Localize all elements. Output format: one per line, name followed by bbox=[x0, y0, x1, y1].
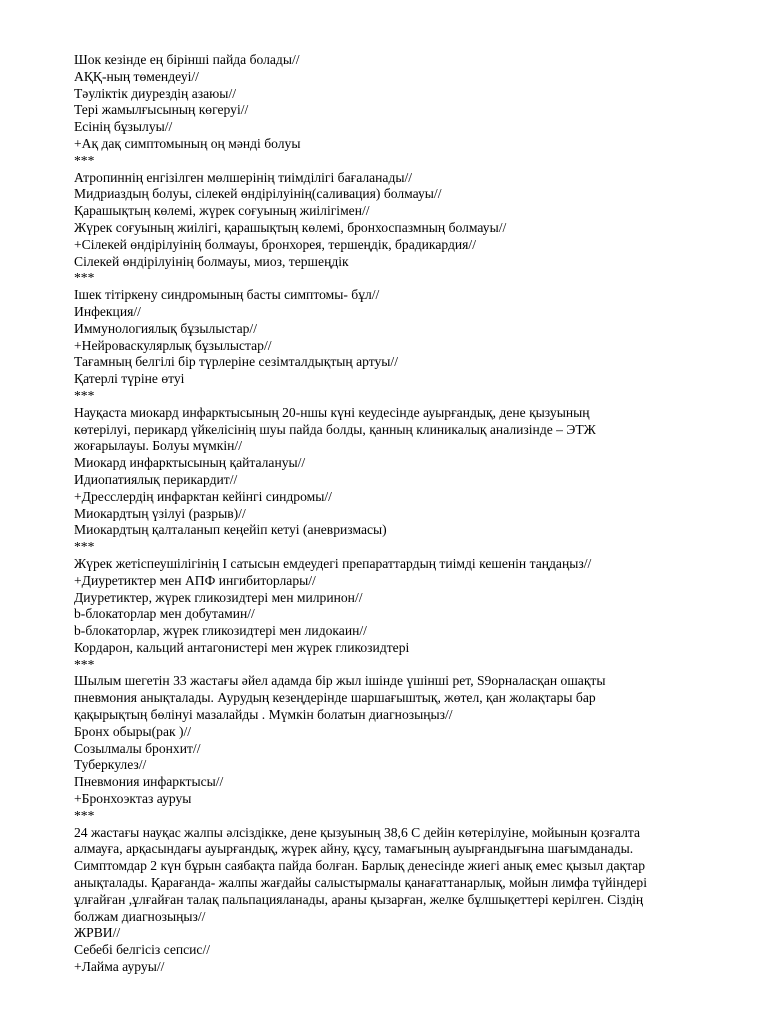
separator: *** bbox=[74, 152, 95, 168]
question-text-line: анықталады. Қарағанда- жалпы жағдайы салыстырмалы қанағаттанарлық, мойын лимфа түйіндері bbox=[74, 875, 647, 891]
question-text: Атропиннің енгізілген мөлшерінің тиімділігі бағаланады// bbox=[74, 169, 413, 185]
question-text-line: Шылым шегетін 33 жастағы әйел адамда бір жыл ішінде үшінші рет, S9орналасқан ошақты bbox=[74, 673, 606, 689]
answer-option: Миокард инфарктысының қайталануы// bbox=[74, 455, 306, 471]
correct-answer-option: +Нейроваскулярлық бұзылыстар// bbox=[74, 337, 272, 353]
answer-option: Инфекция// bbox=[74, 303, 141, 319]
question-text-line: ұлғайған ,ұлғайған талақ пальпацияланады, араны қызарған, желке бұлшықеттері керілген. Сіздің bbox=[74, 891, 644, 907]
question-block bbox=[74, 556, 714, 657]
question-text-line: 24 жастағы науқас жалпы әлсіздікке, дене қызуының 38,6 С дейін көтерілуіне, мойынын қозғалта bbox=[74, 824, 641, 840]
question-text: Шок кезінде ең бірінші пайда болады// bbox=[74, 52, 300, 67]
question-block bbox=[74, 673, 714, 807]
separator: *** bbox=[74, 270, 95, 286]
answer-option: Туберкулез// bbox=[74, 757, 147, 773]
correct-answer-option: +Дресслердің инфарктан кейінгі синдромы// bbox=[74, 488, 332, 504]
correct-answer-option: +Сілекей өндірілуінің болмауы, бронхорея, тершеңдік, брадикардия// bbox=[74, 236, 476, 252]
answer-option: Тері жамылғысының көгеруі// bbox=[74, 102, 249, 118]
correct-answer-option: +Ақ дақ симптомының оң мәнді болуы bbox=[74, 135, 301, 151]
answer-option: ЖРВИ// bbox=[74, 925, 121, 941]
question-block bbox=[74, 825, 714, 976]
question-text-line: қақырықтың бөлінуі мазалайды . Мүмкін болатын диагнозыңыз// bbox=[74, 707, 453, 723]
correct-answer-option: +Диуретиктер мен АПФ ингибиторлары// bbox=[74, 572, 316, 588]
answer-option: Бронх обыры(рак )// bbox=[74, 723, 192, 739]
question-text-line: пневмония анықталады. Аурудың кезеңдерінде шаршағыштық, жөтел, қан жолақтары бар bbox=[74, 690, 596, 706]
answer-option: Иммунологиялық бұзылыстар// bbox=[74, 320, 257, 336]
answer-option: Миокардтың қалталанып кеңейіп кетуі (аневризмасы) bbox=[74, 522, 387, 538]
correct-answer-option: +Лайма ауруы// bbox=[74, 959, 165, 975]
separator: *** bbox=[74, 539, 95, 555]
answer-option: Қарашықтың көлемі, жүрек соғуының жиілігімен// bbox=[74, 203, 370, 219]
question-block bbox=[74, 287, 714, 388]
answer-option: b-блокаторлар, жүрек гликозидтері мен лидокаин// bbox=[74, 623, 367, 639]
answer-option: Кордарон, кальций антагонистері мен жүрек гликозидтері bbox=[74, 639, 410, 655]
question-text-line: Науқаста миокард инфарктысының 20-ншы күні кеудесінде ауырғандық, дене қызуының bbox=[74, 404, 590, 420]
question-block bbox=[74, 52, 714, 153]
separator: *** bbox=[74, 656, 95, 672]
answer-option: АҚҚ-ның төмендеуі// bbox=[74, 68, 199, 84]
answer-option: Созылмалы бронхит// bbox=[74, 740, 201, 756]
question-text-line: Симптомдар 2 күн бұрын саябақта пайда болған. Барлық денесінде жиегі анық емес қызыл дақтар bbox=[74, 858, 646, 874]
answer-option: Пневмония инфарктысы// bbox=[74, 774, 224, 790]
answer-option: b-блокаторлар мен добутамин// bbox=[74, 606, 255, 622]
question-text: Жүрек жетіспеушілігінің І сатысын емдеудегі препараттардың тиімді кешенін таңдаңыз// bbox=[74, 555, 592, 571]
separator: *** bbox=[74, 387, 95, 403]
answer-option: Тағамның белгілі бір түрлеріне сезімталдықтың артуы// bbox=[74, 354, 398, 370]
question-text-line: алмауға, арқасындағы ауырғандық, жүрек айну, құсу, тамағының ауырғандығына шағымданады. bbox=[74, 841, 634, 857]
question-text: Ішек тітіркену синдромының басты симптомы- бұл// bbox=[74, 287, 380, 303]
answer-option: Себебі белгісіз сепсис// bbox=[74, 942, 211, 958]
answer-option: Тәуліктік диурездің азаюы// bbox=[74, 85, 236, 101]
question-block bbox=[74, 170, 714, 271]
correct-answer-option: +Бронхоэктаз ауруы bbox=[74, 791, 192, 807]
answer-option: Идиопатиялық перикардит// bbox=[74, 471, 238, 487]
question-text-line: көтерілуі, перикард үйкелісінің шуы пайда болды, қанның клиникалық анализінде – ЭТЖ bbox=[74, 421, 596, 437]
document-page bbox=[74, 52, 714, 976]
answer-option: Сілекей өндірілуінің болмауы, миоз, тершеңдік bbox=[74, 253, 349, 269]
answer-option: Жүрек соғуының жиілігі, қарашықтың көлемі, бронхоспазмның болмауы// bbox=[74, 219, 507, 235]
answer-option: Миокардтың үзілуі (разрыв)// bbox=[74, 505, 246, 521]
question-block bbox=[74, 405, 714, 539]
question-text-line: жоғарылауы. Болуы мүмкін// bbox=[74, 438, 242, 454]
answer-option: Мидриаздың болуы, сілекей өндірілуінің(саливация) болмауы// bbox=[74, 186, 442, 202]
question-text-line: болжам диагнозыңыз// bbox=[74, 908, 206, 924]
answer-option: Қатерлі түріне өтуі bbox=[74, 371, 185, 387]
answer-option: Есінің бұзылуы// bbox=[74, 119, 173, 135]
separator: *** bbox=[74, 807, 95, 823]
answer-option: Диуретиктер, жүрек гликозидтері мен милринон// bbox=[74, 589, 363, 605]
